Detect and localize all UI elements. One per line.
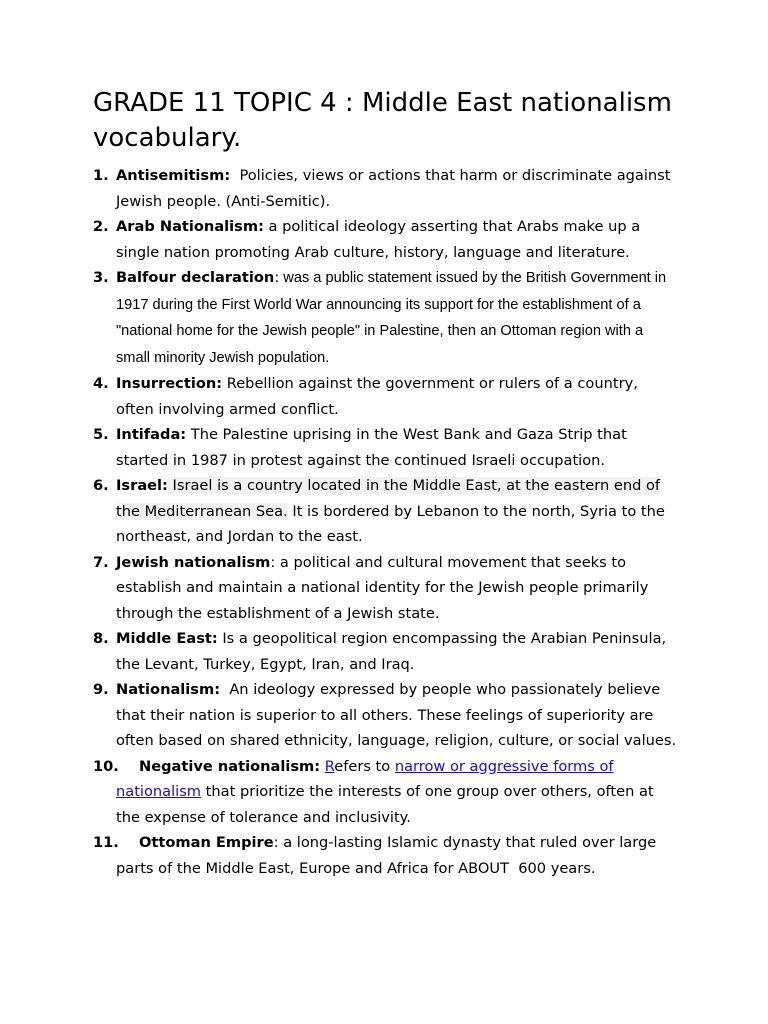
vocabulary-list [0, 163, 768, 881]
term-jewish-nationalism: Jewish nationalism [116, 553, 271, 571]
definition: a long-lasting Islamic dynasty that ruled over large parts of the Middle East, Europe and Africa for ABOUT 600 years. [116, 834, 661, 877]
letter-link[interactable]: R [324, 757, 335, 775]
definition: that prioritize the interests of one group over others, often at the expense of tolerance and inclusivity. [116, 783, 654, 826]
definition-link[interactable]: narrow or aggressive forms of nationalism [116, 757, 614, 800]
term-insurrection: Insurrection: [116, 375, 223, 392]
list-item [0, 422, 768, 473]
term-middle-east: Middle East: [116, 630, 218, 647]
separator: : [274, 269, 280, 286]
item-number: 10. [93, 757, 119, 775]
term-balfour-declaration: Balfour declaration [116, 269, 275, 286]
term-intifada: Intifada: [116, 426, 187, 443]
definition: Rebellion against the government or rulers of a country, often involving armed conflict. [116, 375, 638, 418]
item-number: 4. [93, 375, 109, 392]
item-number: 1. [93, 167, 109, 184]
separator: : [270, 553, 276, 571]
item-number: 7. [93, 553, 109, 571]
definition: Is a geopolitical region encompassing the Arabian Peninsula, the Levant, Turkey, Egypt, Iran, and Iraq. [116, 630, 667, 673]
list-item [0, 830, 768, 881]
list-item [0, 473, 768, 550]
item-number: 6. [93, 477, 109, 494]
definition: The Palestine uprising in the West Bank and Gaza Strip that started in 1987 in protest against the continued Israeli occupation. [116, 426, 627, 469]
definition: Policies, views or actions that harm or discriminate against Jewish people. (Anti-Semitic). [116, 167, 676, 210]
list-item [0, 677, 768, 754]
list-item [0, 163, 768, 214]
list-item [0, 371, 768, 422]
definition-shaded: Israel is a country located in the Middle East, at the eastern end of the Mediterranean Sea. [116, 477, 661, 520]
item-number: 8. [93, 630, 109, 647]
item-number: 2. [93, 218, 109, 235]
page-title: GRADE 11 TOPIC 4 : Middle East nationalism vocabulary. [93, 88, 672, 153]
list-item [0, 626, 768, 677]
definition: An ideology expressed by people who passionately believe that their nation is superior to all others. These feelings of superiority are often based on shared ethnicity, language, religion, culture, or social values. [116, 681, 677, 749]
item-number: 9. [93, 681, 109, 698]
term-antisemitism: Antisemitism: [116, 167, 231, 184]
list-item [0, 550, 768, 627]
separator: : [273, 834, 279, 851]
list-item [0, 754, 768, 831]
definition-before-link: efers to [334, 757, 395, 775]
term-israel: Israel: [116, 477, 168, 494]
item-number: 5. [93, 426, 109, 443]
definition: It is bordered by Lebanon to the north, Syria to the northeast, and Jordan to the east. [116, 502, 665, 545]
term-negative-nationalism: Negative nationalism: [139, 757, 321, 775]
list-item [0, 265, 768, 371]
term-nationalism: Nationalism: [116, 681, 221, 698]
definition: was a public statement issued by the British Government in 1917 during the First World War announcing its support for the establishment of a "national home for the Jewish people" in Palestine, then an Ottoman region with a small minority Jewish population. [116, 270, 667, 366]
item-number: 11. [93, 834, 119, 851]
term-ottoman-empire: Ottoman Empire [139, 834, 274, 851]
list-item [0, 214, 768, 265]
definition: a political and cultural movement that seeks to establish and maintain a national identity for the Jewish people primarily through the establishment of a Jewish state. [116, 553, 649, 622]
term-arab-nationalism: Arab Nationalism: [116, 218, 264, 235]
definition: a political ideology asserting that Arabs make up a single nation promoting Arab culture, history, language and literature. [116, 218, 641, 261]
item-number: 3. [93, 269, 109, 286]
